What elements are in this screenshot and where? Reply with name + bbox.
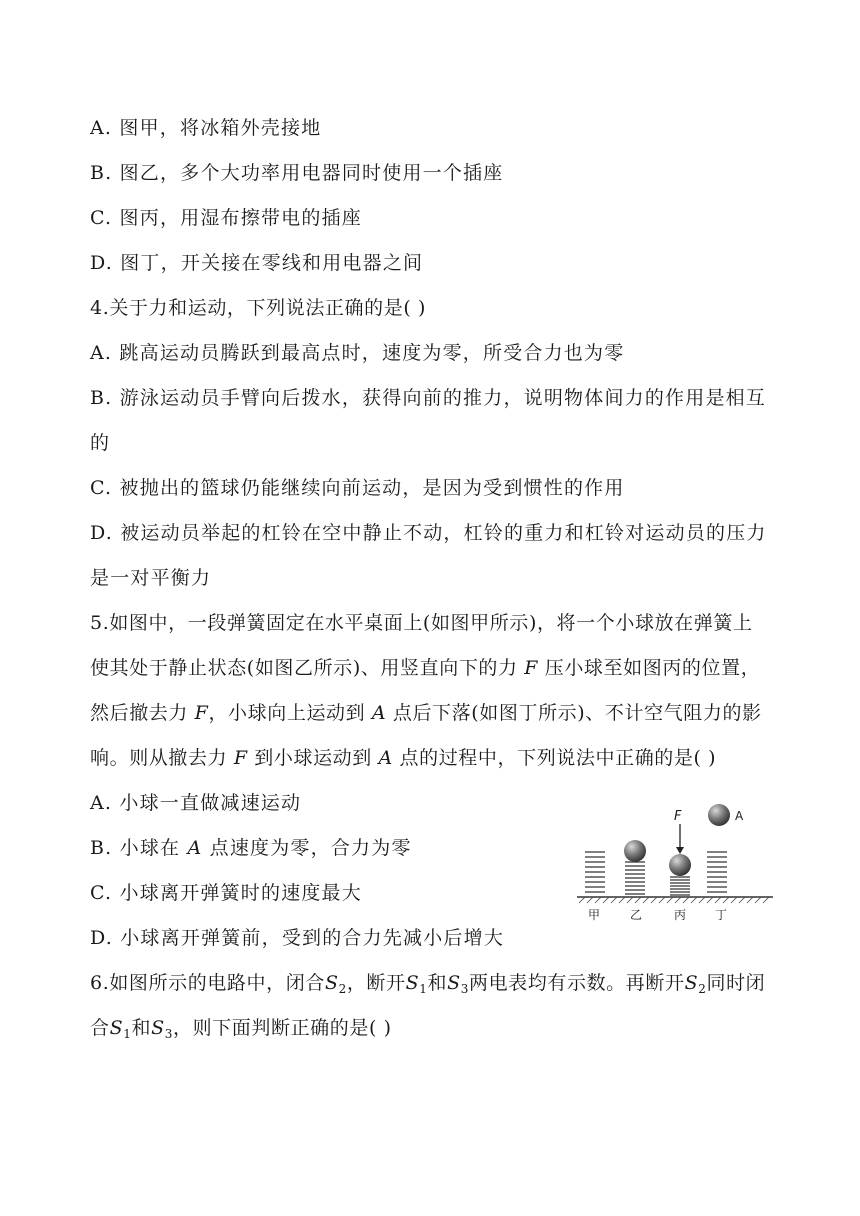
- q4-option-d-line1: D. 被运动员举起的杠铃在空中静止不动，杠铃的重力和杠铃对运动员的压力: [90, 522, 767, 544]
- label-bing: 丙: [674, 908, 687, 922]
- q5-stem-line1: 5.如图中，一段弹簧固定在水平桌面上(如图甲所示)，将一个小球放在弹簧上: [90, 612, 753, 634]
- spring-ball-figure: [575, 800, 775, 930]
- q5-option-a: A. 小球一直做减速运动: [90, 792, 302, 814]
- spring-ball-diagram: [575, 800, 775, 930]
- q5-option-c: C. 小球离开弹簧时的速度最大: [90, 882, 362, 904]
- ball-bing: [669, 854, 691, 876]
- spring-yi: [625, 862, 645, 894]
- q5-option-d: D. 小球离开弹簧前，受到的合力先减小后增大: [90, 927, 505, 949]
- q4-option-d-line2: 是一对平衡力: [90, 567, 212, 589]
- q3-option-b: B. 图乙，多个大功率用电器同时使用一个插座: [90, 162, 504, 184]
- force-arrowhead: [676, 847, 684, 854]
- q5-stem-line3: 然后撤去力 F，小球向上运动到 A 点后下落(如图丁所示)、不计空气阻力的影: [90, 702, 762, 724]
- ball-at-a: [708, 804, 730, 826]
- spring-bing: [670, 877, 690, 895]
- force-label: F: [674, 809, 682, 824]
- q5-option-b: B. 小球在 A 点速度为零，合力为零: [90, 837, 412, 859]
- point-a-label: A: [735, 809, 744, 823]
- spring-jia: [585, 852, 605, 892]
- q4-stem: 4.关于力和运动，下列说法正确的是( ): [90, 297, 426, 319]
- q4-option-a: A. 跳高运动员腾跃到最高点时，速度为零，所受合力也为零: [90, 342, 625, 364]
- label-jia: 甲: [588, 908, 601, 922]
- spring-ding: [707, 852, 727, 892]
- q4-option-b-line2: 的: [90, 432, 111, 454]
- table-hatching: [579, 897, 769, 903]
- label-ding: 丁: [715, 908, 728, 922]
- q3-option-c: C. 图丙，用湿布擦带电的插座: [90, 207, 362, 229]
- label-yi: 乙: [630, 908, 643, 922]
- q3-option-a: A. 图甲，将冰箱外壳接地: [90, 117, 322, 139]
- q6-stem-line2: 合$S_1$和$S_3$，则下面判断正确的是( ): [90, 1017, 392, 1041]
- q5-stem-line4: 响。则从撤去力 F 到小球运动到 A 点的过程中，下列说法中正确的是( ): [90, 747, 717, 769]
- q3-option-d: D. 图丁，开关接在零线和用电器之间: [90, 252, 424, 274]
- ball-yi: [624, 840, 646, 862]
- q6-stem-line1: 6.如图所示的电路中，闭合$S_2$，断开$S_1$和$S_3$两电表均有示数。再断开$S_2$同时闭: [90, 972, 766, 996]
- q4-option-b-line1: B. 游泳运动员手臂向后拨水，获得向前的推力，说明物体间力的作用是相互: [90, 387, 767, 409]
- q4-option-c: C. 被抛出的篮球仍能继续向前运动，是因为受到惯性的作用: [90, 477, 625, 499]
- q5-stem-line2: 使其处于静止状态(如图乙所示)、用竖直向下的力 F 压小球至如图丙的位置，: [90, 657, 761, 679]
